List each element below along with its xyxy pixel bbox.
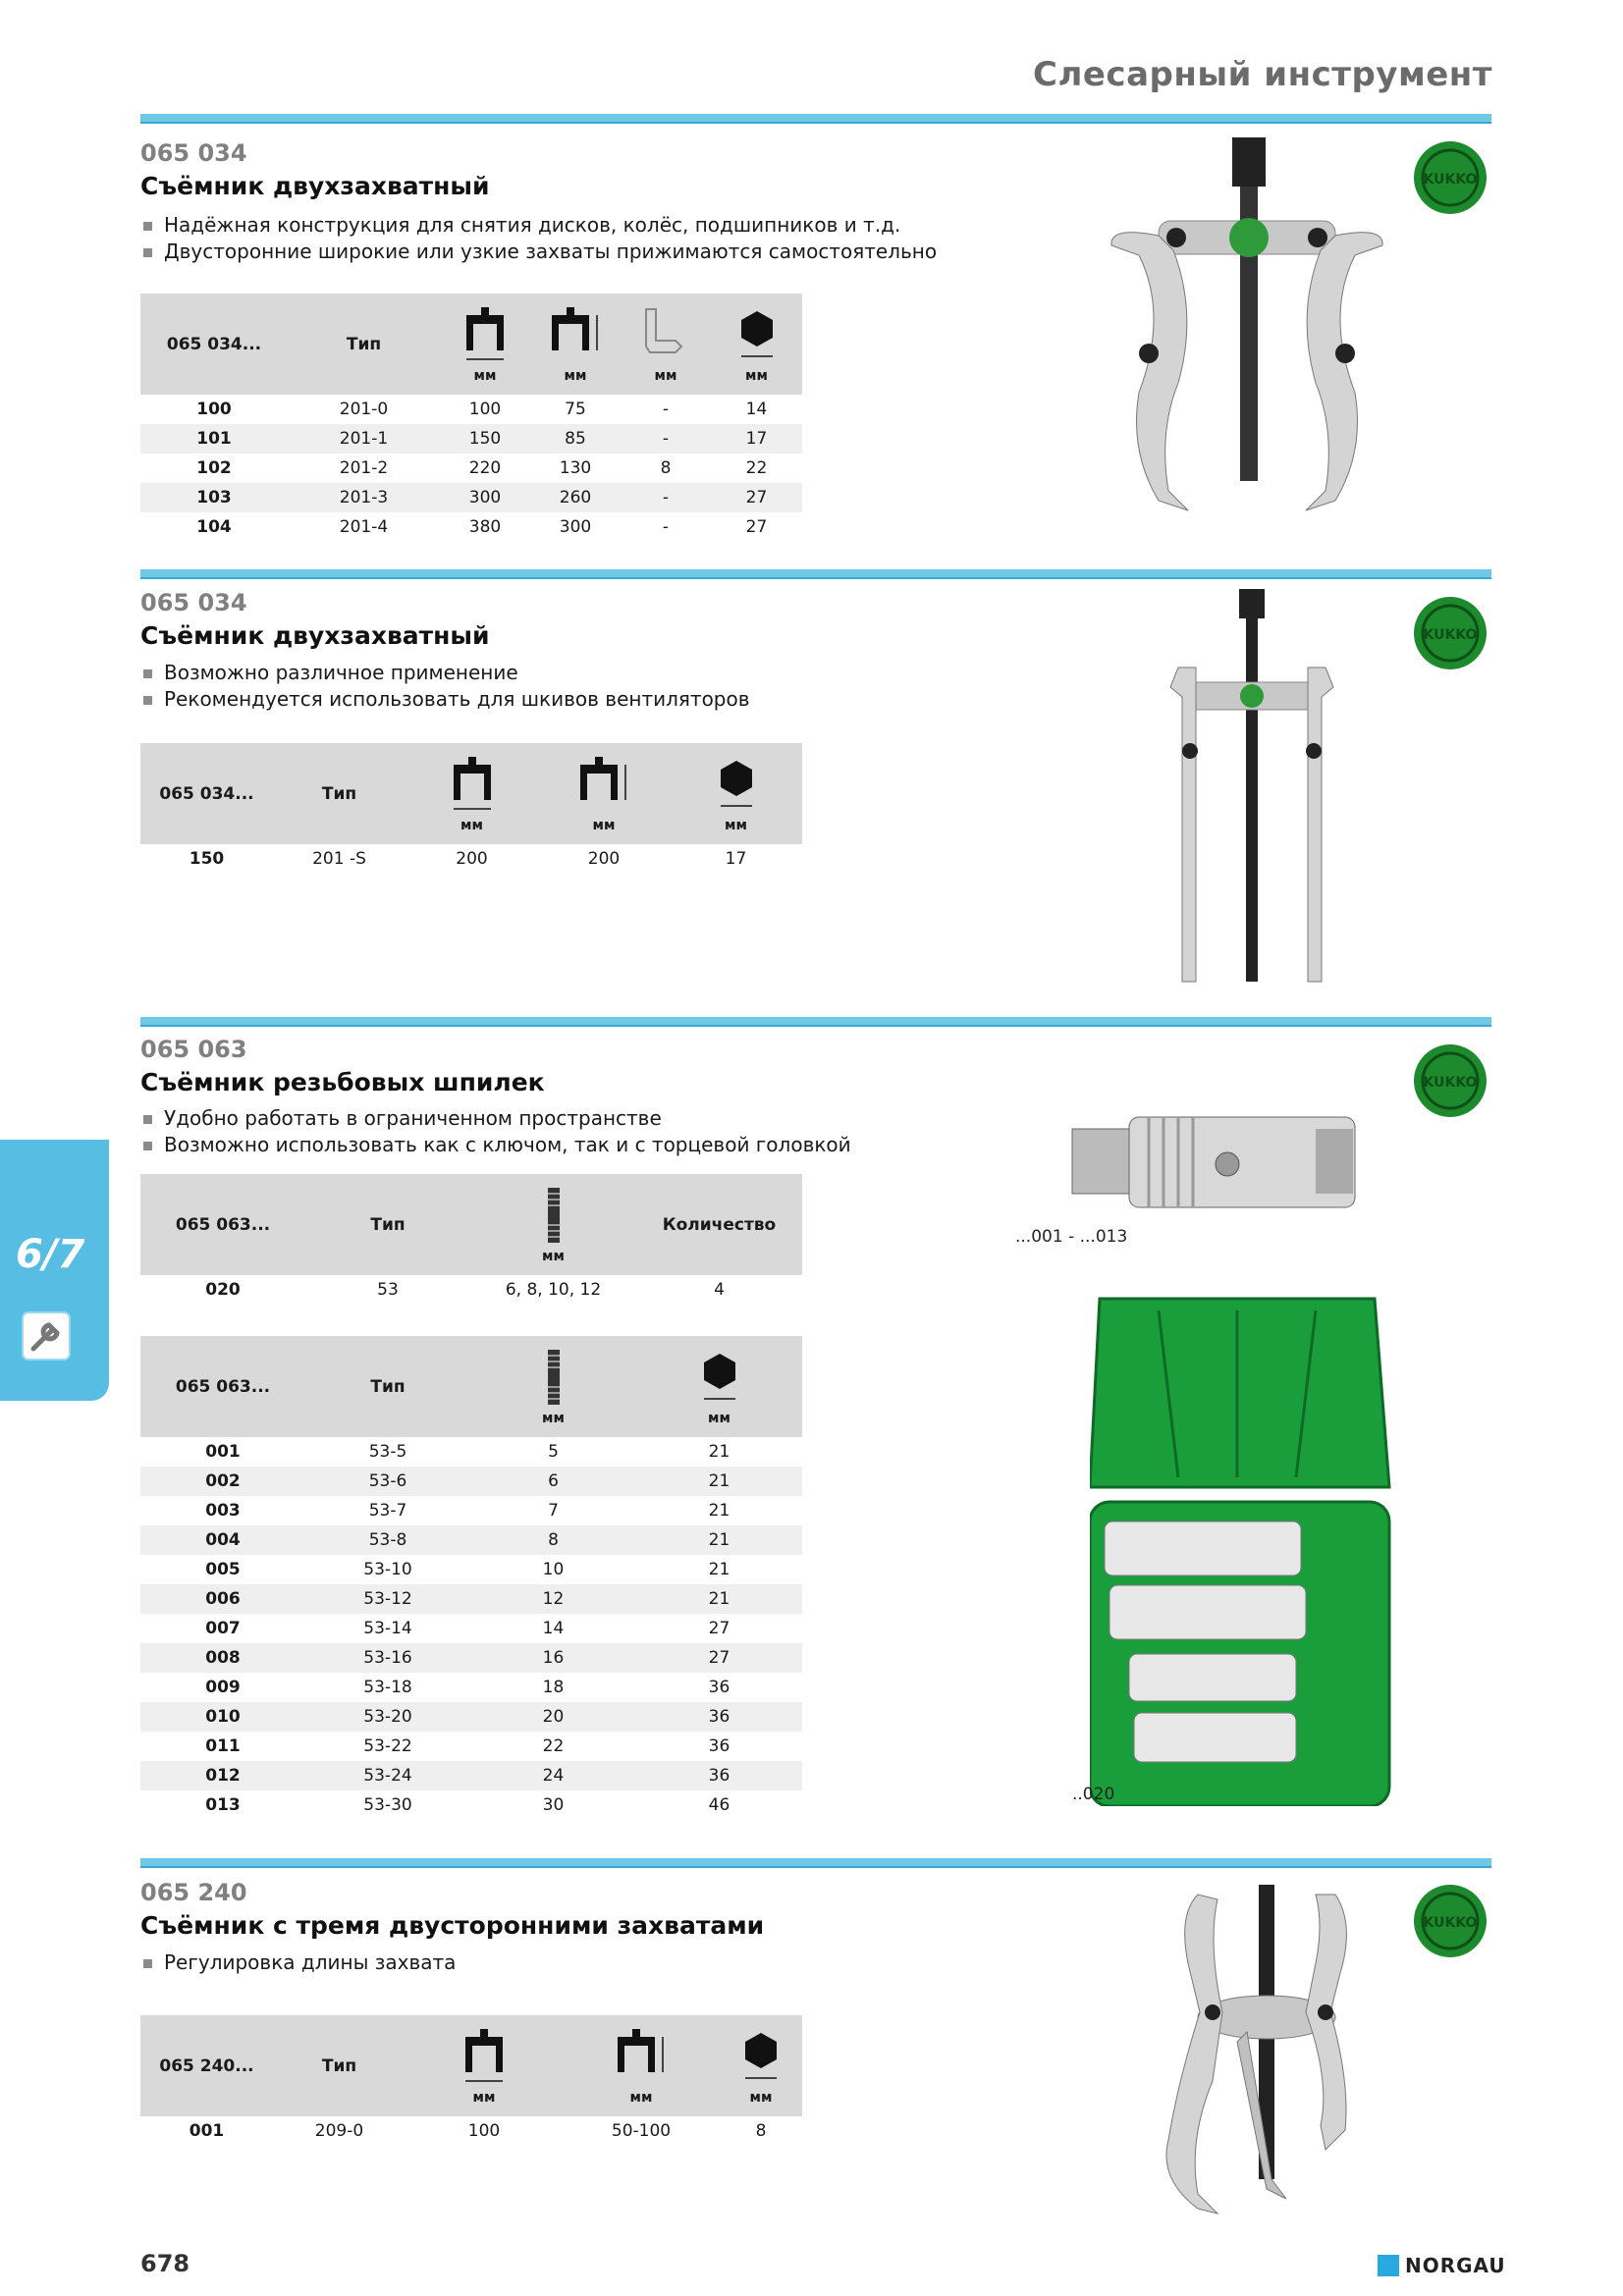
- table-row: 001 209-0 100 50-100 8: [189, 2121, 767, 2141]
- section-1-spec-table: [140, 294, 802, 542]
- svg-text:KUKKO: KUKKO: [1423, 172, 1478, 187]
- col-code: 065 034...: [140, 743, 273, 844]
- stud-thread-icon: [542, 1186, 566, 1247]
- col-code: 065 063...: [140, 1336, 305, 1437]
- unit-label: мм: [564, 367, 587, 384]
- table-row: 100 201-0 100 75 - 14: [196, 400, 768, 419]
- caption-single-extractor: ...001 - ...013: [1015, 1227, 1128, 1247]
- unit-label: мм: [629, 2089, 653, 2106]
- table-row: 103 201-3 300 260 - 27: [140, 483, 802, 512]
- feature-item: Возможно различное применение: [140, 660, 750, 686]
- chapter-tab-label: 6/7: [16, 1232, 85, 1277]
- section-rule: [140, 1017, 1491, 1027]
- brand-logo: [1378, 2254, 1506, 2277]
- kukko-logo-icon: [1412, 1883, 1488, 1959]
- brand-square-icon: [1378, 2255, 1399, 2276]
- page-title: Слесарный инструмент: [1033, 55, 1492, 94]
- feature-item: Надёжная конструкция для снятия дисков, колёс, подшипников и т.д.: [140, 212, 937, 239]
- col-type: Тип: [305, 1174, 470, 1275]
- three-jaw-puller-image: [1139, 1885, 1384, 2228]
- unit-label: мм: [592, 817, 616, 833]
- spread-width-icon: [458, 2027, 511, 2088]
- brand-name: NORGAU: [1405, 2254, 1506, 2277]
- unit-label: мм: [542, 1410, 565, 1426]
- section-4-number: 065 240: [140, 1879, 247, 1906]
- svg-text:KUKKO: KUKKO: [1423, 1075, 1478, 1091]
- feature-item: Возможно использовать как с ключом, так и с торцевой головкой: [140, 1132, 851, 1158]
- table-row: 101 201-1 150 85 - 17: [140, 424, 802, 454]
- table-row: 104 201-4 380 300 - 27: [196, 517, 768, 537]
- section-1-title: Съёмник двухзахватный: [140, 172, 490, 200]
- page-number: 678: [140, 2250, 190, 2277]
- section-3-spec-table: [140, 1336, 802, 1820]
- col-type: Тип: [288, 294, 440, 395]
- stud-thread-icon: [542, 1348, 566, 1409]
- section-1-features: [140, 212, 937, 265]
- section-3-set-table: [140, 1174, 802, 1305]
- table-row: 006 53-12 12 21: [140, 1584, 802, 1614]
- table-row: 001 53-5 5 21: [205, 1442, 730, 1462]
- table-row: 150 201 -S 200 200 17: [189, 849, 747, 869]
- section-4-features: [140, 1949, 456, 1976]
- section-4-spec-table: [140, 2015, 802, 2146]
- spread-width-icon: [446, 755, 499, 816]
- feature-item: Регулировка длины захвата: [140, 1949, 456, 1976]
- table-row: 007 53-14 14 27: [205, 1619, 730, 1638]
- long-jaw-puller-image: [1149, 589, 1355, 991]
- section-rule: [140, 1858, 1491, 1868]
- reach-depth-icon: [574, 755, 633, 816]
- unit-label: мм: [473, 367, 497, 384]
- col-quantity: Количество: [636, 1174, 802, 1275]
- section-rule: [140, 114, 1491, 124]
- kukko-logo-icon: [1412, 595, 1488, 671]
- extractor-set-case-image: [1090, 1291, 1394, 1806]
- hex-size-icon: [698, 1348, 741, 1409]
- section-2-title: Съёмник двухзахватный: [140, 621, 490, 650]
- kukko-logo-icon: [1412, 1042, 1488, 1119]
- stud-extractor-image: [1070, 1109, 1365, 1217]
- section-2-spec-table: [140, 743, 802, 874]
- table-row: 012 53-24 24 36: [140, 1761, 802, 1790]
- section-3-number: 065 063: [140, 1036, 247, 1063]
- table-row: 020 53 6, 8, 10, 12 4: [205, 1280, 725, 1300]
- kukko-logo-icon: [1412, 139, 1488, 216]
- reach-depth-icon: [546, 305, 605, 366]
- col-type: Тип: [273, 2015, 406, 2116]
- table-row: 010 53-20 20 36: [140, 1702, 802, 1732]
- unit-label: мм: [749, 2089, 773, 2106]
- svg-text:KUKKO: KUKKO: [1423, 627, 1478, 643]
- unit-label: мм: [654, 367, 677, 384]
- table-row: 003 53-7 7 21: [205, 1501, 730, 1521]
- table-row: 002 53-6 6 21: [140, 1467, 802, 1496]
- unit-label: мм: [708, 1410, 730, 1426]
- caption-extractor-set: ..020: [1072, 1785, 1115, 1804]
- unit-label: мм: [745, 367, 768, 384]
- table-row: 008 53-16 16 27: [140, 1643, 802, 1673]
- unit-label: мм: [460, 817, 483, 833]
- svg-text:KUKKO: KUKKO: [1423, 1915, 1478, 1931]
- two-jaw-puller-image: [1100, 137, 1394, 540]
- jaw-thickness-icon: [636, 305, 695, 366]
- feature-item: Удобно работать в ограниченном пространстве: [140, 1105, 851, 1132]
- col-code: 065 063...: [140, 1174, 305, 1275]
- table-row: 102 201-2 220 130 8 22: [196, 458, 768, 478]
- table-row: 004 53-8 8 21: [140, 1525, 802, 1555]
- col-type: Тип: [273, 743, 406, 844]
- section-1-number: 065 034: [140, 139, 247, 167]
- spread-width-icon: [459, 305, 512, 366]
- unit-label: мм: [542, 1248, 565, 1264]
- table-row: 005 53-10 10 21: [205, 1560, 730, 1579]
- hex-size-icon: [715, 755, 758, 816]
- section-2-features: [140, 660, 750, 713]
- table-row: 009 53-18 18 36: [205, 1678, 730, 1697]
- unit-label: мм: [472, 2089, 496, 2106]
- hex-size-icon: [735, 305, 779, 366]
- col-code: 065 240...: [140, 2015, 273, 2116]
- unit-label: мм: [725, 817, 747, 833]
- table-row: 013 53-30 30 46: [205, 1795, 730, 1815]
- wrench-icon: [22, 1311, 71, 1361]
- section-3-features: [140, 1105, 851, 1158]
- col-code: 065 034...: [140, 294, 288, 395]
- table-row: 011 53-22 22 36: [205, 1736, 730, 1756]
- feature-item: Двусторонние широкие или узкие захваты прижимаются самостоятельно: [140, 239, 937, 265]
- section-rule: [140, 569, 1491, 579]
- hex-size-icon: [739, 2027, 783, 2088]
- col-type: Тип: [305, 1336, 470, 1437]
- section-2-number: 065 034: [140, 589, 247, 616]
- feature-item: Рекомендуется использовать для шкивов вентиляторов: [140, 686, 750, 713]
- section-3-title: Съёмник резьбовых шпилек: [140, 1068, 545, 1096]
- reach-depth-icon: [612, 2027, 671, 2088]
- section-4-title: Съёмник с тремя двусторонними захватами: [140, 1911, 765, 1940]
